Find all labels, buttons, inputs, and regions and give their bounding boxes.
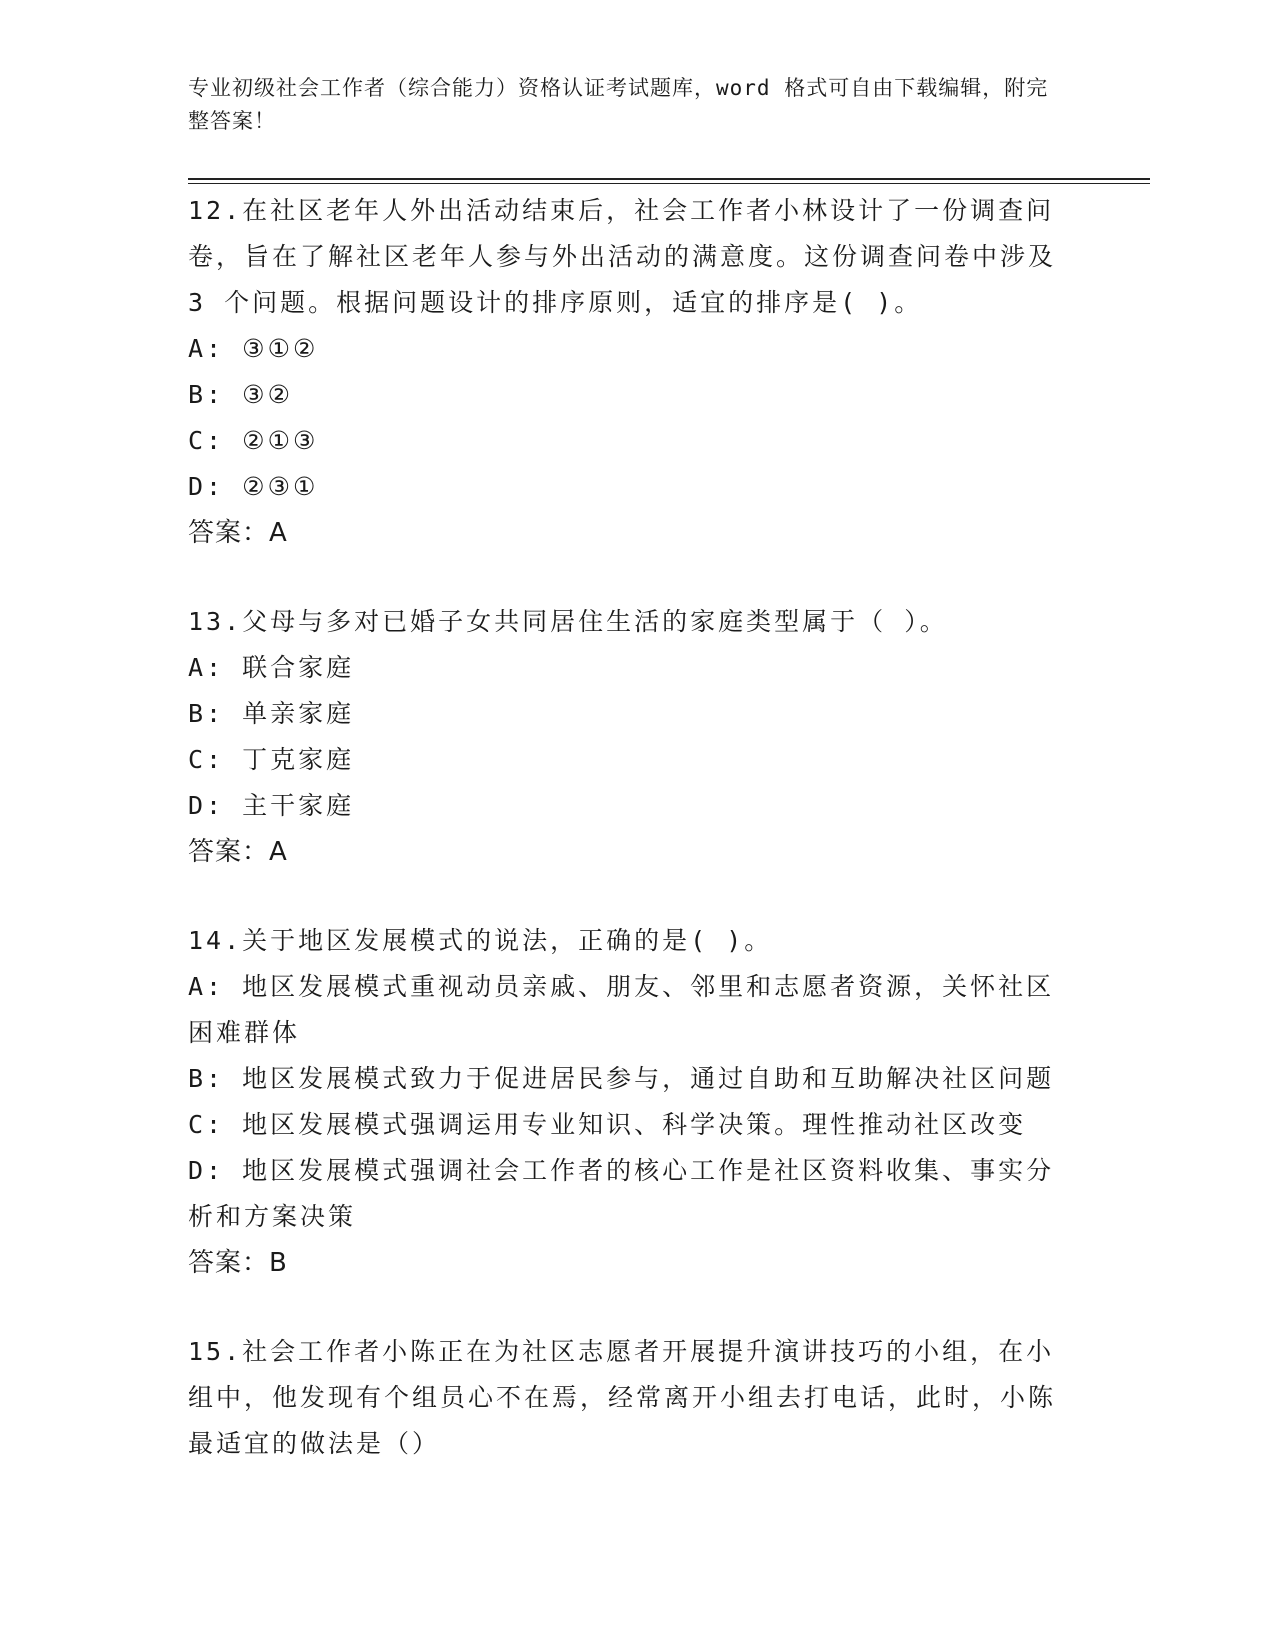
question-list (188, 188, 1068, 1510)
option-d: D: ②③① (188, 472, 319, 501)
answer-line: 答案：B (188, 1248, 288, 1278)
option-d: D: 主干家庭 (188, 791, 355, 820)
answer-line: 答案：A (188, 837, 288, 867)
question-12 (188, 188, 1068, 556)
option-c: C: ②①③ (188, 426, 319, 455)
option-b: B: 地区发展模式致力于促进居民参与，通过自助和互助解决社区问题 (188, 1064, 1055, 1093)
question-15 (188, 1329, 1068, 1467)
option-b: B: ③② (188, 380, 293, 409)
option-d: D: 地区发展模式强调社会工作者的核心工作是社区资料收集、事实分析和方案决策 (188, 1156, 1055, 1231)
question-stem: 14.关于地区发展模式的说法，正确的是( )。 (188, 926, 773, 955)
header-divider-thick (188, 178, 1150, 180)
question-stem: 13.父母与多对已婚子女共同居住生活的家庭类型属于（ ）。 (188, 607, 948, 636)
option-a: A: ③①② (188, 334, 319, 363)
option-a: A: 联合家庭 (188, 653, 355, 682)
document-header: 专业初级社会工作者（综合能力）资格认证考试题库，word 格式可自由下载编辑，附完整答案！ (188, 76, 1049, 133)
option-c: C: 地区发展模式强调运用专业知识、科学决策。理性推动社区改变 (188, 1110, 1027, 1139)
option-b: B: 单亲家庭 (188, 699, 355, 728)
question-14 (188, 918, 1068, 1286)
option-a: A: 地区发展模式重视动员亲戚、朋友、邻里和志愿者资源，关怀社区困难群体 (188, 972, 1055, 1047)
answer-line: 答案：A (188, 518, 288, 548)
question-13 (188, 599, 1068, 875)
option-c: C: 丁克家庭 (188, 745, 355, 774)
header-divider-thin (188, 183, 1150, 184)
question-stem: 15.社会工作者小陈正在为社区志愿者开展提升演讲技巧的小组，在小组中，他发现有个组员心不在焉，经常离开小组去打电话，此时，小陈最适宜的做法是（） (188, 1337, 1057, 1458)
question-stem: 12.在社区老年人外出活动结束后，社会工作者小林设计了一份调查问卷，旨在了解社区老年人参与外出活动的满意度。这份调查问卷中涉及 3 个问题。根据问题设计的排序原则，适宜的排序是( )。 (188, 196, 1057, 317)
